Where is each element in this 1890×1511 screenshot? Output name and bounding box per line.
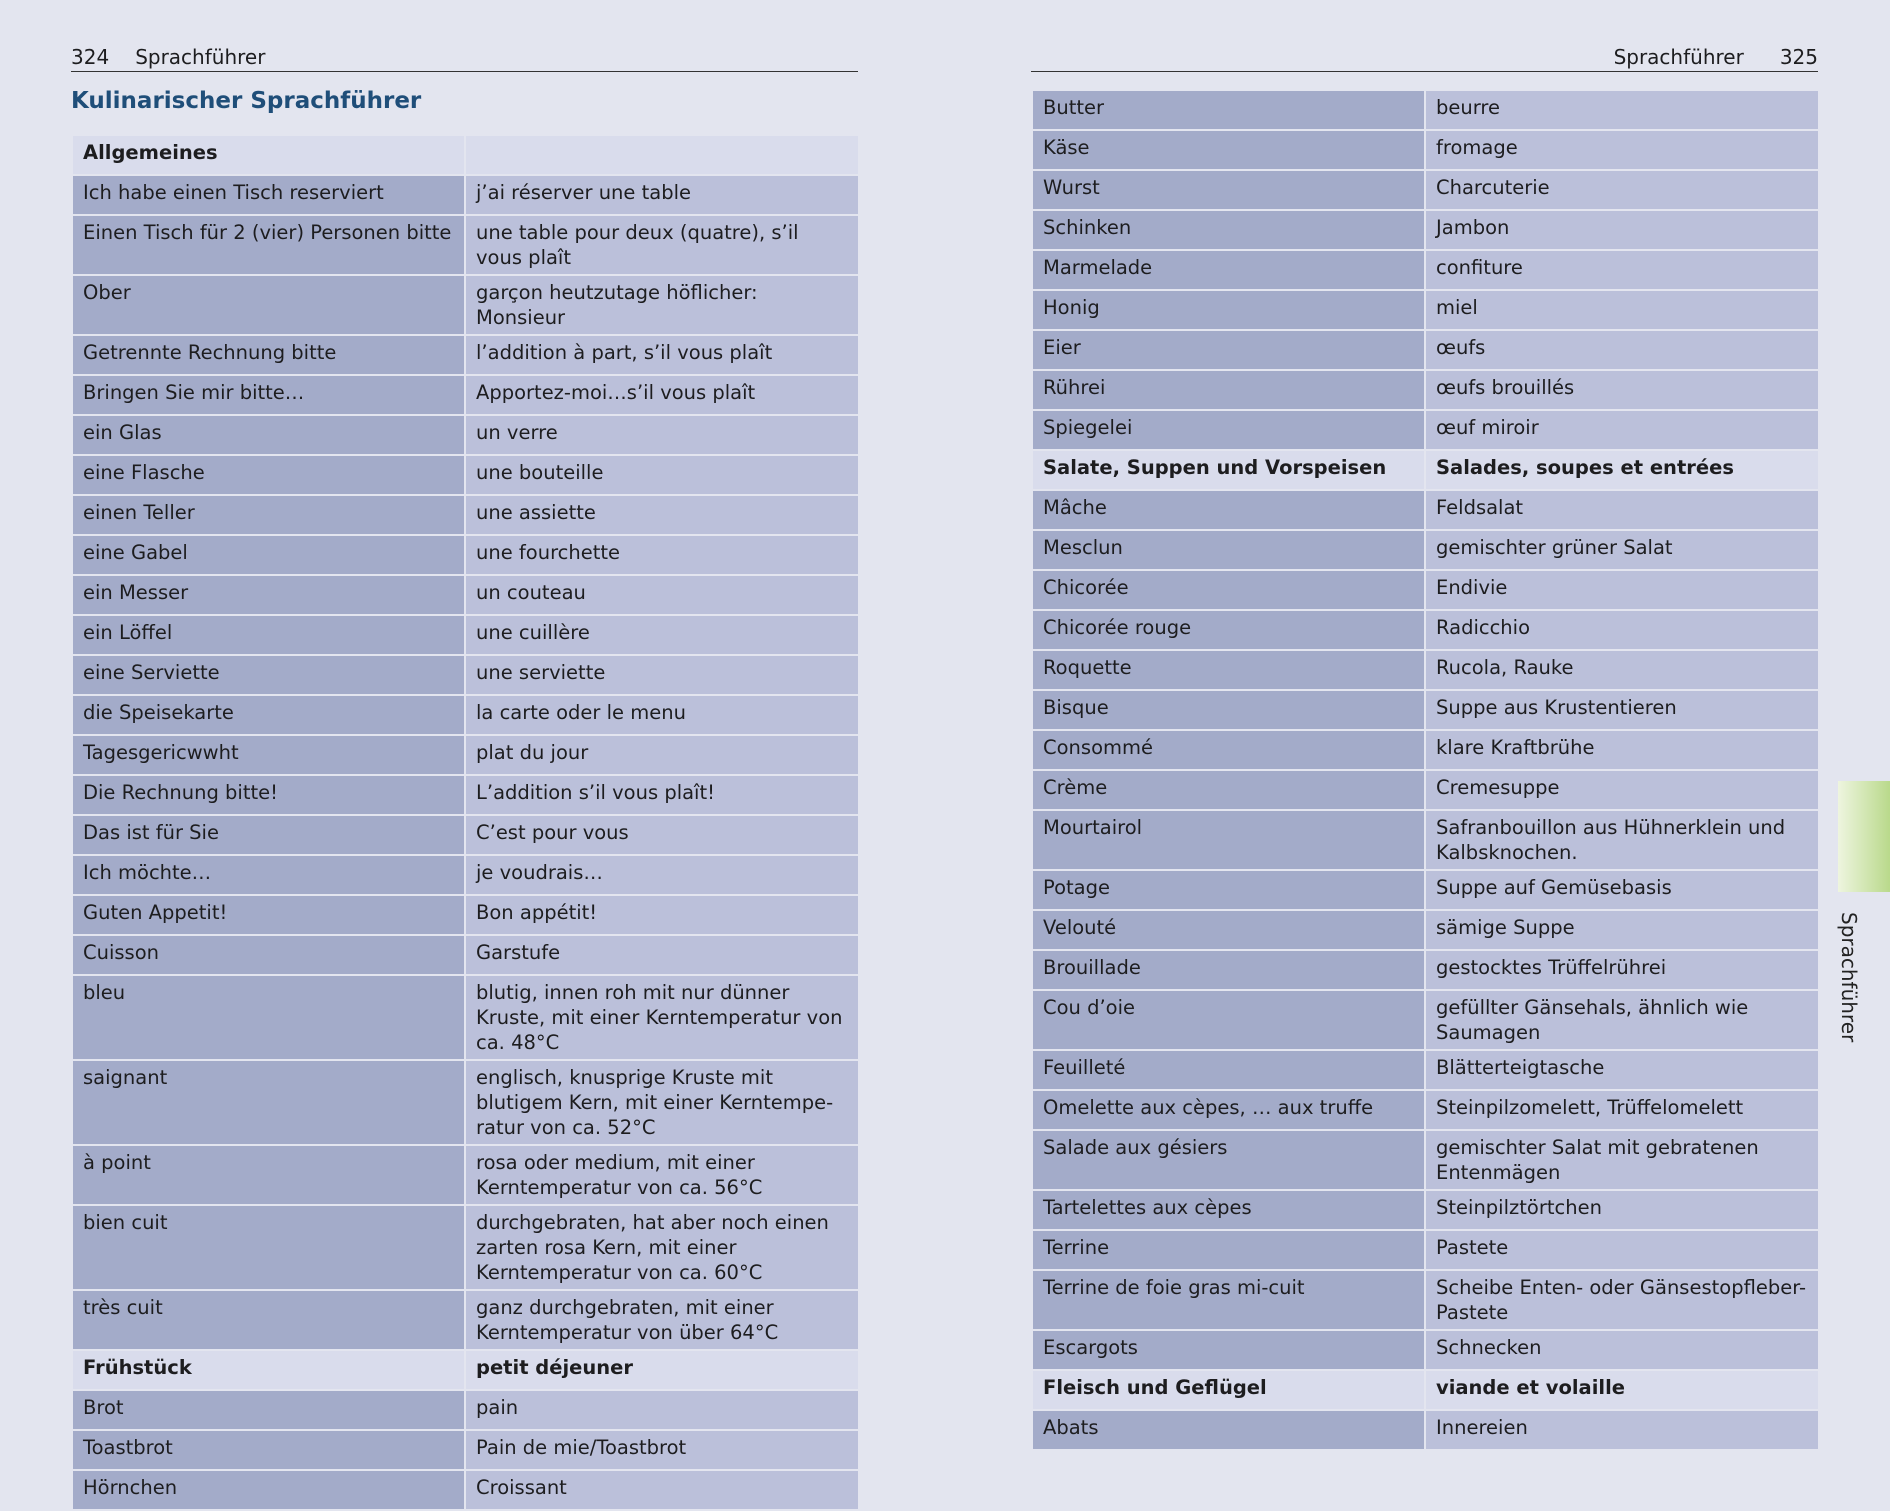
table-row — [72, 1145, 859, 1205]
french-term: miel — [1425, 290, 1819, 330]
table-row — [72, 1290, 859, 1350]
french-term: la carte oder le menu — [465, 695, 859, 735]
table-row — [72, 1060, 859, 1145]
german-term: Salade aux gésiers — [1032, 1130, 1425, 1190]
table-row — [72, 655, 859, 695]
table-row — [1032, 610, 1819, 650]
german-term: Marmelade — [1032, 250, 1425, 290]
german-term: Einen Tisch für 2 (vier) Personen bitte — [72, 215, 465, 275]
french-term: Apportez-moi…s’il vous plaît — [465, 375, 859, 415]
german-term: Eier — [1032, 330, 1425, 370]
running-title: Sprachführer — [135, 45, 266, 69]
french-term: gemischter Salat mit gebratenen Entenmägen — [1425, 1130, 1819, 1190]
french-term: petit déjeuner — [465, 1350, 859, 1390]
german-term: ein Messer — [72, 575, 465, 615]
table-row — [1032, 650, 1819, 690]
table-row — [1032, 1410, 1819, 1450]
vocab-table-left — [71, 134, 860, 1511]
french-term: une bouteille — [465, 455, 859, 495]
table-row — [72, 855, 859, 895]
page-number: 324 — [71, 45, 110, 69]
german-term: Honig — [1032, 290, 1425, 330]
french-term: Blätterteigtasche — [1425, 1050, 1819, 1090]
french-term: C’est pour vous — [465, 815, 859, 855]
section-title: Kulinarischer Sprachführer — [71, 88, 422, 114]
french-term: Suppe aus Krustentieren — [1425, 690, 1819, 730]
table-row — [1032, 950, 1819, 990]
german-term: Terrine — [1032, 1230, 1425, 1270]
french-term: confiture — [1425, 250, 1819, 290]
table-row — [1032, 810, 1819, 870]
german-term: Crème — [1032, 770, 1425, 810]
table-row — [1032, 1330, 1819, 1370]
german-term: Escargots — [1032, 1330, 1425, 1370]
table-row — [1032, 490, 1819, 530]
german-term: Käse — [1032, 130, 1425, 170]
german-term: Cou d’oie — [1032, 990, 1425, 1050]
french-term: œufs — [1425, 330, 1819, 370]
table-row — [1032, 90, 1819, 130]
german-term: Mesclun — [1032, 530, 1425, 570]
thumb-index-tab — [1838, 781, 1890, 892]
french-term: englisch, knusprige Kruste mit blutigem Kern, mit einer Kerntemperatur von ca. 52°C — [465, 1060, 859, 1145]
german-term: einen Teller — [72, 495, 465, 535]
french-term: Schnecken — [1425, 1330, 1819, 1370]
french-term: viande et volaille — [1425, 1370, 1819, 1410]
french-term: Charcuterie — [1425, 170, 1819, 210]
table-row — [72, 695, 859, 735]
table-row — [1032, 1130, 1819, 1190]
german-term: Wurst — [1032, 170, 1425, 210]
french-term: sämige Suppe — [1425, 910, 1819, 950]
page-header-right — [1031, 43, 1818, 72]
table-row — [1032, 210, 1819, 250]
german-term: ein Glas — [72, 415, 465, 455]
table-row — [72, 775, 859, 815]
german-term: Abats — [1032, 1410, 1425, 1450]
german-term: saignant — [72, 1060, 465, 1145]
french-term: une fourchette — [465, 535, 859, 575]
french-term: rosa oder medium, mit einer Kerntemperatur von ca. 56°C — [465, 1145, 859, 1205]
german-term: Potage — [1032, 870, 1425, 910]
french-term: une cuillère — [465, 615, 859, 655]
german-term: Rührei — [1032, 370, 1425, 410]
table-row — [72, 1470, 859, 1510]
french-term: Feldsalat — [1425, 490, 1819, 530]
german-term: Spiegelei — [1032, 410, 1425, 450]
table-row — [72, 415, 859, 455]
table-row — [1032, 290, 1819, 330]
french-term: gemischter grüner Salat — [1425, 530, 1819, 570]
german-term: Ich möchte… — [72, 855, 465, 895]
german-term: Roquette — [1032, 650, 1425, 690]
french-term: klare Kraftbrühe — [1425, 730, 1819, 770]
table-row — [72, 1390, 859, 1430]
german-term: Omelette aux cèpes, … aux truffe — [1032, 1090, 1425, 1130]
french-term: gestocktes Trüffelrührei — [1425, 950, 1819, 990]
table-row — [72, 335, 859, 375]
german-term: Tartelettes aux cèpes — [1032, 1190, 1425, 1230]
french-term: une assiette — [465, 495, 859, 535]
page-header-left — [71, 43, 858, 72]
german-term: Hörnchen — [72, 1470, 465, 1510]
german-term: Bisque — [1032, 690, 1425, 730]
french-term: œuf miroir — [1425, 410, 1819, 450]
table-section-header — [1032, 1370, 1819, 1410]
french-term: garçon heutzutage höflicher: Monsieur — [465, 275, 859, 335]
french-term: fromage — [1425, 130, 1819, 170]
french-term: durchgebraten, hat aber noch einen zarten rosa Kern, mit einer Kerntemperatur von ca. 60°C — [465, 1205, 859, 1290]
table-section-header — [72, 135, 859, 175]
german-term: bien cuit — [72, 1205, 465, 1290]
german-term: Getrennte Rechnung bitte — [72, 335, 465, 375]
table-row — [1032, 1190, 1819, 1230]
german-term: Das ist für Sie — [72, 815, 465, 855]
german-term: Fleisch und Geflügel — [1032, 1370, 1425, 1410]
french-term: Garstufe — [465, 935, 859, 975]
german-term: Guten Appetit! — [72, 895, 465, 935]
table-row — [1032, 690, 1819, 730]
german-term: Brouillade — [1032, 950, 1425, 990]
french-term: beurre — [1425, 90, 1819, 130]
french-term: une table pour deux (quatre), s’il vous plaît — [465, 215, 859, 275]
french-term: l’addition à part, s’il vous plaît — [465, 335, 859, 375]
table-row — [72, 1205, 859, 1290]
french-term: Radicchio — [1425, 610, 1819, 650]
table-section-header — [1032, 450, 1819, 490]
thumb-index-label: Sprachführer — [1837, 912, 1861, 1043]
french-term: un verre — [465, 415, 859, 455]
french-term: Steinpilzomelett, Trüffelomelett — [1425, 1090, 1819, 1130]
table-section-header — [72, 1350, 859, 1390]
german-term: très cuit — [72, 1290, 465, 1350]
table-row — [1032, 1230, 1819, 1270]
page-number: 325 — [1779, 45, 1818, 69]
table-row — [1032, 410, 1819, 450]
french-term: Pain de mie/Toastbrot — [465, 1430, 859, 1470]
german-term: Chicorée rouge — [1032, 610, 1425, 650]
table-row — [72, 1430, 859, 1470]
german-term: eine Gabel — [72, 535, 465, 575]
german-term: Consommé — [1032, 730, 1425, 770]
french-term: Scheibe Enten- oder Gänsestopfleber-Pastete — [1425, 1270, 1819, 1330]
german-term: Tagesgericwwht — [72, 735, 465, 775]
table-row — [72, 175, 859, 215]
german-term: Die Rechnung bitte! — [72, 775, 465, 815]
german-term: Schinken — [1032, 210, 1425, 250]
table-row — [1032, 1050, 1819, 1090]
german-term: Terrine de foie gras mi-cuit — [1032, 1270, 1425, 1330]
german-term: Cuisson — [72, 935, 465, 975]
table-row — [72, 735, 859, 775]
table-row — [72, 975, 859, 1060]
table-row — [1032, 570, 1819, 610]
table-row — [1032, 330, 1819, 370]
french-term: Rucola, Rauke — [1425, 650, 1819, 690]
french-term: Steinpilztörtchen — [1425, 1190, 1819, 1230]
german-term: Toastbrot — [72, 1430, 465, 1470]
vocab-table-right — [1031, 89, 1820, 1451]
french-term: Croissant — [465, 1470, 859, 1510]
table-row — [1032, 370, 1819, 410]
french-term: pain — [465, 1390, 859, 1430]
german-term: Mourtairol — [1032, 810, 1425, 870]
table-row — [1032, 250, 1819, 290]
french-term: Safranbouillon aus Hühnerklein und Kalbsknochen. — [1425, 810, 1819, 870]
german-term: Bringen Sie mir bitte… — [72, 375, 465, 415]
french-term: Endivie — [1425, 570, 1819, 610]
table-row — [72, 375, 859, 415]
french-term: œufs brouillés — [1425, 370, 1819, 410]
table-row — [1032, 1270, 1819, 1330]
table-row — [72, 615, 859, 655]
french-term: Salades, soupes et entrées — [1425, 450, 1819, 490]
table-row — [72, 275, 859, 335]
french-term: Cremesuppe — [1425, 770, 1819, 810]
table-row — [1032, 130, 1819, 170]
french-term: Suppe auf Gemüsebasis — [1425, 870, 1819, 910]
german-term: eine Flasche — [72, 455, 465, 495]
german-term: Ich habe einen Tisch reserviert — [72, 175, 465, 215]
german-term: Allgemeines — [72, 135, 465, 175]
french-term — [465, 135, 859, 175]
table-row — [72, 895, 859, 935]
french-term: une serviette — [465, 655, 859, 695]
table-row — [1032, 530, 1819, 570]
german-term: Frühstück — [72, 1350, 465, 1390]
french-term: L’addition s’il vous plaît! — [465, 775, 859, 815]
german-term: à point — [72, 1145, 465, 1205]
german-term: Salate, Suppen und Vorspeisen — [1032, 450, 1425, 490]
table-row — [72, 935, 859, 975]
german-term: Velouté — [1032, 910, 1425, 950]
table-row — [1032, 990, 1819, 1050]
german-term: Mâche — [1032, 490, 1425, 530]
french-term: gefüllter Gänsehals, ähnlich wie Saumagen — [1425, 990, 1819, 1050]
table-row — [1032, 1090, 1819, 1130]
table-row — [72, 815, 859, 855]
running-title: Sprachführer — [1613, 45, 1744, 69]
french-term: ganz durchgebraten, mit einer Kerntemperatur von über 64°C — [465, 1290, 859, 1350]
table-row — [1032, 770, 1819, 810]
german-term: eine Serviette — [72, 655, 465, 695]
german-term: Feuilleté — [1032, 1050, 1425, 1090]
french-term: Pastete — [1425, 1230, 1819, 1270]
french-term: Jambon — [1425, 210, 1819, 250]
french-term: un couteau — [465, 575, 859, 615]
french-term: blutig, innen roh mit nur dünner Kruste, mit einer Kerntemperatur von ca. 48°C — [465, 975, 859, 1060]
french-term: Bon appétit! — [465, 895, 859, 935]
table-row — [72, 535, 859, 575]
table-row — [72, 455, 859, 495]
table-row — [72, 575, 859, 615]
german-term: Ober — [72, 275, 465, 335]
french-term: je voudrais… — [465, 855, 859, 895]
german-term: Brot — [72, 1390, 465, 1430]
table-row — [1032, 730, 1819, 770]
german-term: bleu — [72, 975, 465, 1060]
table-row — [72, 215, 859, 275]
table-row — [72, 495, 859, 535]
table-row — [1032, 910, 1819, 950]
table-row — [1032, 870, 1819, 910]
french-term: plat du jour — [465, 735, 859, 775]
table-row — [1032, 170, 1819, 210]
french-term: j’ai réserver une table — [465, 175, 859, 215]
french-term: Innereien — [1425, 1410, 1819, 1450]
german-term: Butter — [1032, 90, 1425, 130]
german-term: ein Löffel — [72, 615, 465, 655]
german-term: Chicorée — [1032, 570, 1425, 610]
german-term: die Speisekarte — [72, 695, 465, 735]
